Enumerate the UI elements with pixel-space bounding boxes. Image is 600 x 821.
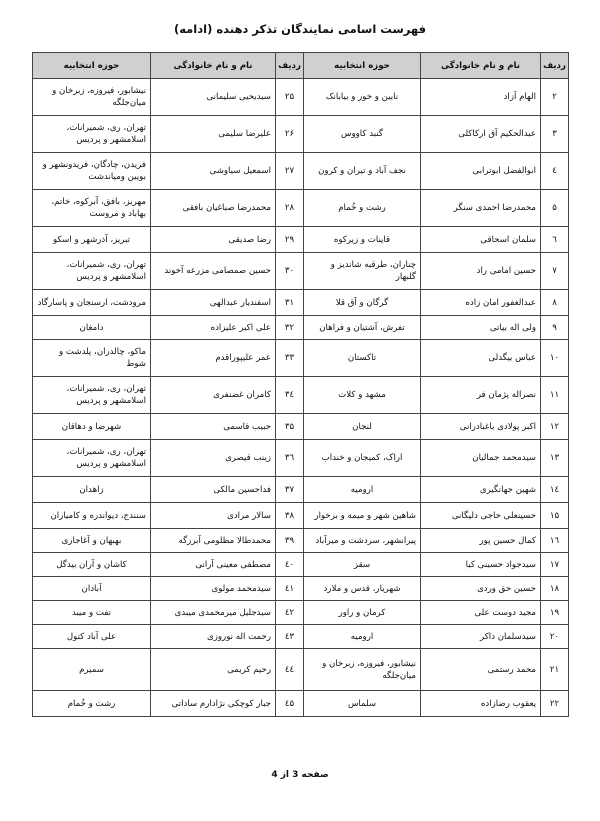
electoral-district: نیشابور، فیروزه، زبرخان و میان‌جلگه <box>304 649 421 691</box>
table-row <box>33 340 569 377</box>
electoral-district: تهران، ری، شمیرانات، اسلامشهر و پردیس <box>33 440 151 477</box>
table-row <box>33 79 569 116</box>
electoral-district: لنجان <box>304 414 421 440</box>
representative-name: عبدالحکیم آق ارکاکلی <box>421 116 541 153</box>
row-number: ۱۱ <box>541 377 569 414</box>
electoral-district: تفرش، آشتیان و فراهان <box>304 316 421 340</box>
row-number: ۱۵ <box>541 503 569 529</box>
header-full-name: نام و نام خانوادگی <box>151 53 276 79</box>
table-row <box>33 377 569 414</box>
representative-name: الهام آزاد <box>421 79 541 116</box>
table-row <box>33 253 569 290</box>
representative-name: نصراله پژمان فر <box>421 377 541 414</box>
electoral-district: کاشان و آران بیدگل <box>33 553 151 577</box>
representative-name: عباس بیگدلی <box>421 340 541 377</box>
electoral-district: شاهین شهر و میمه و برخوار <box>304 503 421 529</box>
electoral-district: ارومیه <box>304 625 421 649</box>
table-row <box>33 649 569 691</box>
electoral-district: نایین و خور و بیابانک <box>304 79 421 116</box>
row-number: ۲۱ <box>541 649 569 691</box>
row-number: ۵ <box>541 190 569 227</box>
electoral-district: سقز <box>304 553 421 577</box>
representative-name: سیدجلیل میرمحمدی میبدی <box>151 601 276 625</box>
header-district: حوزه انتخابیه <box>33 53 151 79</box>
row-number: ۳۱ <box>276 290 304 316</box>
representative-name: کامران غضنفری <box>151 377 276 414</box>
row-number: ۲ <box>541 79 569 116</box>
representative-name: رحیم کریمی <box>151 649 276 691</box>
row-number: ۱٤ <box>541 477 569 503</box>
representative-name: محمدطالا مظلومی آبرزگه <box>151 529 276 553</box>
electoral-district: آبادان <box>33 577 151 601</box>
row-number: ۳٤ <box>276 377 304 414</box>
representative-name: سیدمحمد جمالیان <box>421 440 541 477</box>
representative-name: حبیب قاسمی <box>151 414 276 440</box>
row-number: ٤۱ <box>276 577 304 601</box>
table-row <box>33 553 569 577</box>
electoral-district: چناران، طرقبه شاندیز و گلبهار <box>304 253 421 290</box>
row-number: ۲۲ <box>541 691 569 717</box>
page-number: صفحه 3 از 4 <box>271 770 329 780</box>
representative-name: شهین جهانگیری <box>421 477 541 503</box>
representative-name: مصطفی معینی آرانی <box>151 553 276 577</box>
electoral-district: سمیرم <box>33 649 151 691</box>
table-row <box>33 529 569 553</box>
representative-name: مجید دوست علی <box>421 601 541 625</box>
representative-name: سیدجواد حسینی کیا <box>421 553 541 577</box>
electoral-district: کرمان و راور <box>304 601 421 625</box>
representative-name: سیدیحیی سلیمانی <box>151 79 276 116</box>
electoral-district: علی آباد کتول <box>33 625 151 649</box>
row-number: ۲۶ <box>276 116 304 153</box>
electoral-district: مهریز، بافق، آبرکوه، خاتم، بهاباد و مروست <box>33 190 151 227</box>
row-number: ۱۳ <box>541 440 569 477</box>
representative-name: سلمان اسحاقی <box>421 227 541 253</box>
electoral-district: رشت و خُمام <box>33 691 151 717</box>
row-number: ۱٦ <box>541 529 569 553</box>
row-number: ۱۸ <box>541 577 569 601</box>
table-row <box>33 601 569 625</box>
representative-name: حسینعلی حاجی دلیگانی <box>421 503 541 529</box>
row-number: ۳ <box>541 116 569 153</box>
electoral-district: گرگان و آق قلا <box>304 290 421 316</box>
table-row <box>33 190 569 227</box>
representative-name: اسمعیل سیاوشی <box>151 153 276 190</box>
representative-name: حسین صمصامی مزرعه آخوند <box>151 253 276 290</box>
row-number: ۷ <box>541 253 569 290</box>
representative-name: کمال حسین پور <box>421 529 541 553</box>
representative-name: حسین امامی راد <box>421 253 541 290</box>
row-number: ۳۲ <box>276 316 304 340</box>
row-number: ٤٤ <box>276 649 304 691</box>
row-number: ۲۸ <box>276 190 304 227</box>
representative-name: حسین حق وردی <box>421 577 541 601</box>
electoral-district: قاینات و زیرکوه <box>304 227 421 253</box>
row-number: ۲۷ <box>276 153 304 190</box>
representative-name: سیدمحمد مولوی <box>151 577 276 601</box>
row-number: ۳٦ <box>276 440 304 477</box>
representative-name: جبار کوچکی نژادارم ساداتی <box>151 691 276 717</box>
representative-name: عبدالغفور امان زاده <box>421 290 541 316</box>
representative-name: ابوالفضل ابوترابی <box>421 153 541 190</box>
table-row <box>33 477 569 503</box>
header-row-number: ردیف <box>541 53 569 79</box>
header-full-name: نام و نام خانوادگی <box>421 53 541 79</box>
electoral-district: ماکو، چالدران، پلدشت و شوط <box>33 340 151 377</box>
electoral-district: تهران، ری، شمیرانات، اسلامشهر و پردیس <box>33 377 151 414</box>
table-row <box>33 316 569 340</box>
header-district: حوزه انتخابیه <box>304 53 421 79</box>
row-number: ۱۹ <box>541 601 569 625</box>
representative-name: رحمت اله نوروزی <box>151 625 276 649</box>
table-row <box>33 116 569 153</box>
electoral-district: شهرضا و دهاقان <box>33 414 151 440</box>
electoral-district: تهران، ری، شمیرانات، اسلامشهر و پردیس <box>33 253 151 290</box>
table-row <box>33 414 569 440</box>
electoral-district: اراک، کمیجان و خنداب <box>304 440 421 477</box>
electoral-district: سنندج، دیواندره و کامیاران <box>33 503 151 529</box>
representative-name: فداحسین مالکی <box>151 477 276 503</box>
row-number: ٤۳ <box>276 625 304 649</box>
representative-name: علیرضا سلیمی <box>151 116 276 153</box>
table-row <box>33 227 569 253</box>
row-number: ٤ <box>541 153 569 190</box>
electoral-district: پیرانشهر، سردشت و میرآباد <box>304 529 421 553</box>
row-number: ۹ <box>541 316 569 340</box>
electoral-district: زاهدان <box>33 477 151 503</box>
representative-name: ولی اله بیاتی <box>421 316 541 340</box>
row-number: ٦ <box>541 227 569 253</box>
table-row <box>33 691 569 717</box>
row-number: ۳۵ <box>276 414 304 440</box>
row-number: ٤۵ <box>276 691 304 717</box>
row-number: ۲۰ <box>541 625 569 649</box>
table-row <box>33 290 569 316</box>
row-number: ٤۲ <box>276 601 304 625</box>
electoral-district: نجف آباد و تیران و کرون <box>304 153 421 190</box>
row-number: ۲۵ <box>276 79 304 116</box>
representative-name: عمر علیپوراقدم <box>151 340 276 377</box>
representative-name: سالار مرادی <box>151 503 276 529</box>
electoral-district: دامغان <box>33 316 151 340</box>
representative-name: علی اکبر علیزاده <box>151 316 276 340</box>
table-row <box>33 503 569 529</box>
representative-name: محمدرضا صباغیان بافقی <box>151 190 276 227</box>
electoral-district: مشهد و کلات <box>304 377 421 414</box>
representative-name: سیدسلمان ذاکر <box>421 625 541 649</box>
electoral-district: مرودشت، ارسنجان و پاسارگاد <box>33 290 151 316</box>
representative-name: زینب قیصری <box>151 440 276 477</box>
electoral-district: گنبد کاووس <box>304 116 421 153</box>
header-row-number: ردیف <box>276 53 304 79</box>
row-number: ۳۸ <box>276 503 304 529</box>
electoral-district: تهران، ری، شمیرانات، اسلامشهر و پردیس <box>33 116 151 153</box>
electoral-district: بهبهان و آغاجاری <box>33 529 151 553</box>
row-number: ۱۲ <box>541 414 569 440</box>
representative-name: اکبر پولادی باغبادرانی <box>421 414 541 440</box>
row-number: ۸ <box>541 290 569 316</box>
row-number: ۲۹ <box>276 227 304 253</box>
electoral-district: تفت و میبد <box>33 601 151 625</box>
representative-name: یعقوب رضازاده <box>421 691 541 717</box>
row-number: ۳۳ <box>276 340 304 377</box>
page-title: فهرست اسامی نمایندگان تذکر دهنده (ادامه) <box>173 22 427 36</box>
representative-name: محمد رستمی <box>421 649 541 691</box>
electoral-district: فریدن، چادگان، فریدونشهر و بویین ومیاندشت <box>33 153 151 190</box>
table-row <box>33 440 569 477</box>
row-number: ۳۹ <box>276 529 304 553</box>
electoral-district: ارومیه <box>304 477 421 503</box>
table-row <box>33 577 569 601</box>
representative-name: اسفندیار عبدالهی <box>151 290 276 316</box>
table-row <box>33 625 569 649</box>
row-number: ۱۷ <box>541 553 569 577</box>
electoral-district: تاکستان <box>304 340 421 377</box>
representatives-table <box>32 52 569 717</box>
table-row <box>33 153 569 190</box>
representative-name: محمدرضا احمدی سنگر <box>421 190 541 227</box>
representative-name: رضا صدیقی <box>151 227 276 253</box>
electoral-district: تبریز، آذرشهر و اسکو <box>33 227 151 253</box>
row-number: ٤۰ <box>276 553 304 577</box>
electoral-district: رشت و خُمام <box>304 190 421 227</box>
row-number: ۳۷ <box>276 477 304 503</box>
electoral-district: نیشابور، فیروزه، زبرخان و میان‌جلگه <box>33 79 151 116</box>
electoral-district: شهریار، قدس و ملارد <box>304 577 421 601</box>
table-header-row <box>33 53 569 79</box>
row-number: ۳۰ <box>276 253 304 290</box>
row-number: ۱۰ <box>541 340 569 377</box>
electoral-district: سلماس <box>304 691 421 717</box>
